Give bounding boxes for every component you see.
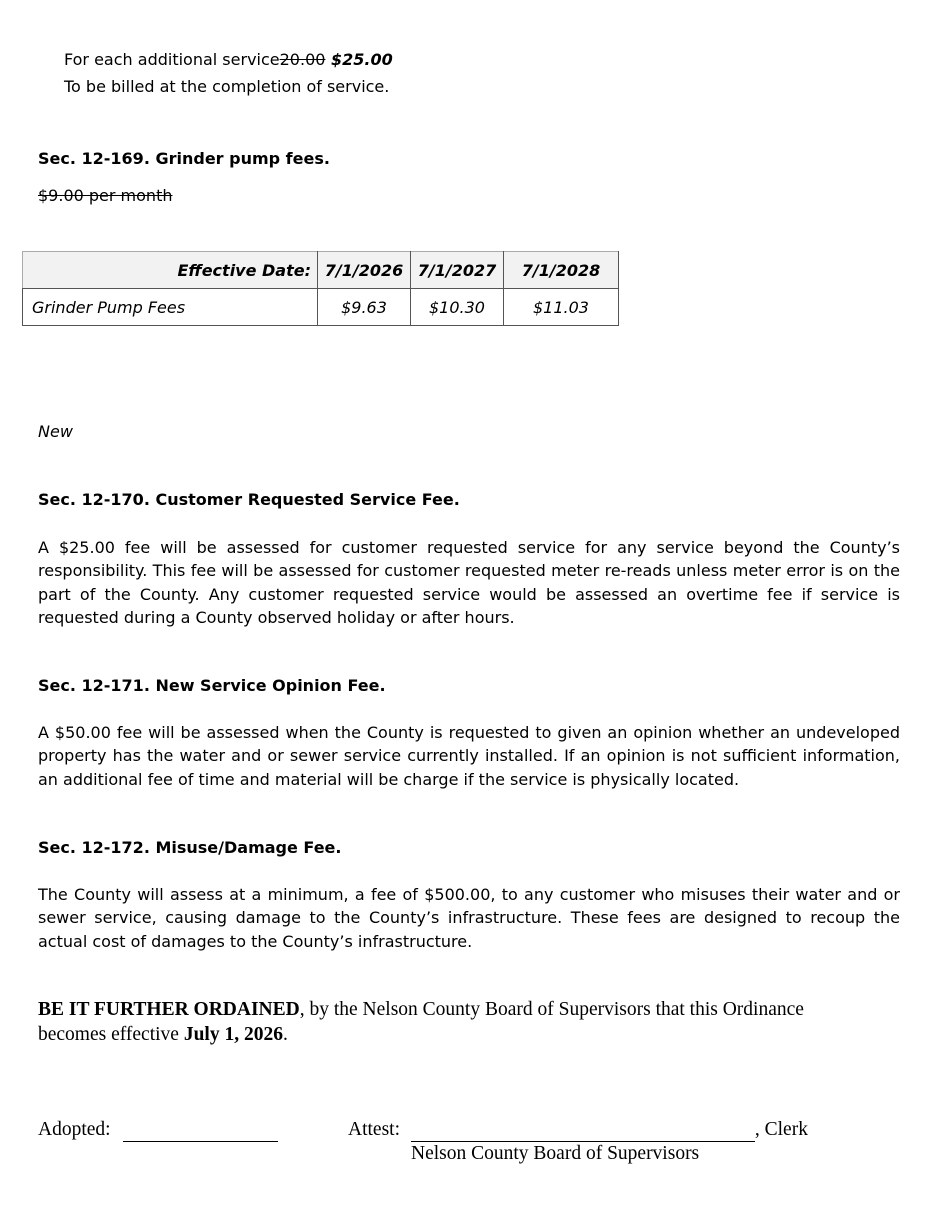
additional-service-line (64, 50, 393, 69)
clerk-suffix: , Clerk (754, 1119, 808, 1140)
sec-170-body: A $25.00 fee will be assessed for customer requested service for any service beyond the County’s responsibility. This fee will be assessed for customer requested meter re-reads unless meter error is on the part of the County. Any customer requested service would be assessed an overtime fee if service is requested during a County observed holiday or after hours. (38, 538, 900, 627)
table-header-row (23, 252, 619, 289)
date-cell-2028: 7/1/2028 (504, 252, 619, 289)
ordain-mid: , by the Nelson County Board of Supervisors that this Ordinance (299, 999, 804, 1020)
attest-line (348, 1119, 808, 1142)
fee-cell-2028: $11.03 (504, 289, 619, 326)
sec-172-heading: Sec. 12-172. Misuse/Damage Fee. (38, 838, 342, 857)
new-label: New (38, 422, 73, 441)
sec-169-heading: Sec. 12-169. Grinder pump fees. (38, 149, 330, 168)
table-row (23, 289, 619, 326)
ordain-period: . (282, 1024, 288, 1045)
additional-service-text: For each additional service (64, 50, 280, 69)
date-cell-2027: 7/1/2027 (411, 252, 504, 289)
sec-171-heading: Sec. 12-171. New Service Opinion Fee. (38, 676, 386, 695)
board-name: Nelson County Board of Supervisors (411, 1143, 700, 1164)
sec-171-body: A $50.00 fee will be assessed when the County is requested to given an opinion whether an undeveloped property has the water and or sewer service currently installed. If an opinion is not sufficient information, an additional fee of time and material will be charge if the service is physically located. (38, 723, 900, 789)
effective-date-label: Effective Date: (23, 252, 318, 289)
old-fee: 20.00 (279, 50, 326, 69)
sec-172-body: The County will assess at a minimum, a fee of $500.00, to any customer who misuses their water and or sewer service, causing damage to the County’s infrastructure. These fees are designed to recoup the actual cost of damages to the County’s infrastructure. (38, 885, 900, 951)
adopted-signature-line[interactable] (123, 1119, 278, 1142)
fee-cell-2026: $9.63 (318, 289, 411, 326)
attest-signature-line[interactable] (411, 1119, 755, 1142)
grinder-row-label: Grinder Pump Fees (23, 289, 318, 326)
ordain-line-2 (38, 1024, 288, 1046)
ordain-line-1 (38, 999, 804, 1021)
adopted-label: Adopted: (38, 1119, 111, 1140)
grinder-fee-table (22, 251, 619, 326)
adopted-line (38, 1119, 278, 1142)
date-cell-2026: 7/1/2026 (318, 252, 411, 289)
fee-cell-2027: $10.30 (411, 289, 504, 326)
ordain-effective-prefix: becomes effective (38, 1024, 184, 1045)
ordain-effective-date: July 1, 2026 (183, 1024, 283, 1045)
new-fee: $25.00 (325, 50, 393, 69)
sec-170-heading: Sec. 12-170. Customer Requested Service Fee. (38, 490, 460, 509)
attest-label: Attest: (348, 1119, 400, 1140)
ordain-lead: BE IT FURTHER ORDAINED (38, 999, 300, 1020)
old-grinder-rate: $9.00 per month (38, 186, 173, 205)
billing-note: To be billed at the completion of service. (64, 77, 390, 96)
